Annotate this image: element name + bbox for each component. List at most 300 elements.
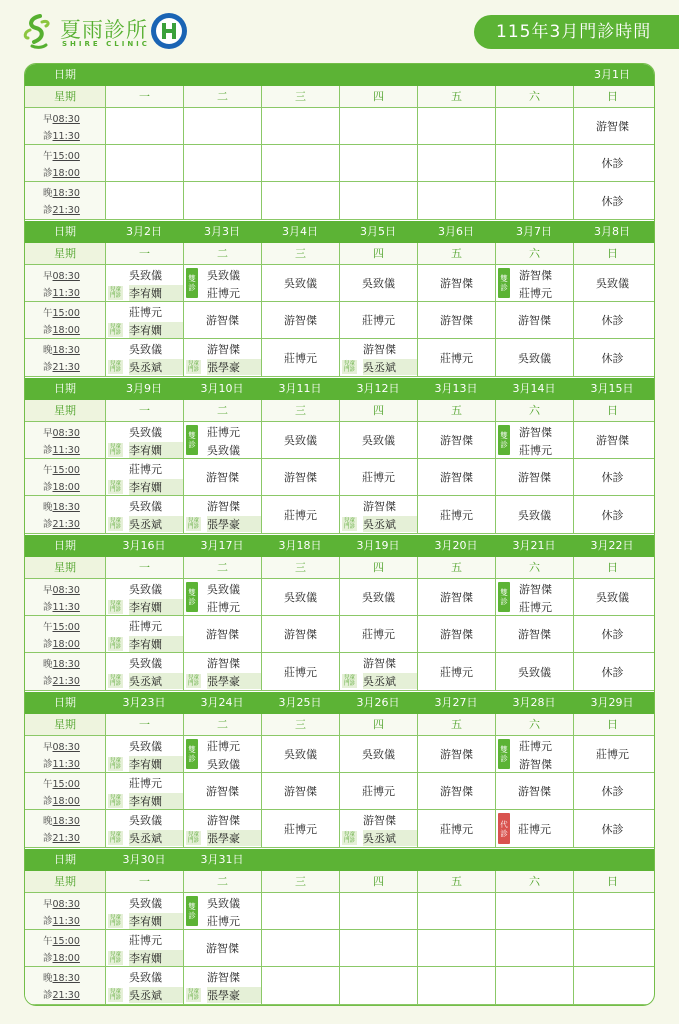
pediatric-tag: [108, 600, 123, 614]
date-row: [25, 692, 655, 714]
session-start-time: 18:30: [52, 973, 80, 984]
schedule-cell: [261, 967, 339, 1004]
date-cell: [339, 849, 417, 871]
doctor-name: 游智傑: [440, 471, 473, 484]
pediatric-tag: [108, 674, 123, 688]
weekday-cell: 五: [417, 86, 495, 107]
doctor-name: 莊博元: [519, 286, 552, 300]
tag-line: 門診: [187, 524, 199, 530]
tag-char: 雙: [500, 588, 508, 597]
doctor-pair: [519, 579, 573, 616]
schedule-cell: [183, 182, 261, 219]
doctor-pair: [129, 616, 183, 653]
date-row: [25, 378, 655, 400]
session-start-time: 15:00: [52, 465, 80, 476]
schedule-cell: [573, 773, 651, 809]
doctor-name: 李宥嫺: [129, 285, 183, 301]
weekday-cell: 二: [183, 86, 261, 107]
session-row-afternoon: [25, 616, 655, 653]
date-cell: 3月22日: [590, 539, 634, 552]
session-label-evening: [25, 182, 105, 219]
double-clinic-tag: [186, 268, 198, 298]
schedule-cell: [573, 810, 651, 847]
doctor-pair: [363, 496, 417, 534]
tag-line: 門診: [187, 681, 199, 687]
session-end-time: 11:30: [52, 444, 80, 456]
doctor-name: 莊博元: [440, 351, 473, 365]
doctor-name: [340, 145, 417, 181]
doctor-name: 休診: [601, 822, 624, 836]
schedule-cell: [339, 579, 417, 615]
header: [0, 0, 679, 64]
pediatric-tag: [108, 988, 123, 1002]
doctor-name: 吳致儀: [129, 657, 162, 670]
schedule-cell: [105, 967, 183, 1004]
session-start-time: 18:30: [52, 345, 80, 356]
schedule-cell: [261, 653, 339, 690]
doctor-pair: [129, 265, 183, 302]
tag-char: 雙: [188, 274, 196, 283]
date-cell: 3月7日: [516, 225, 552, 238]
schedule-cell: [261, 182, 339, 219]
doctor-name: [496, 182, 573, 219]
doctor-name: 吳致儀: [518, 508, 551, 522]
doctor-name: [262, 930, 339, 966]
weekday-header-label: 星期: [25, 557, 105, 578]
date-header-label: 日期: [54, 853, 76, 866]
schedule-cell: [573, 616, 651, 652]
tag-char: 雙: [188, 588, 196, 597]
weekday-cell: 四: [339, 871, 417, 892]
doctor-name: [418, 145, 495, 181]
pediatric-tag: [108, 757, 123, 771]
doctor-name: 莊博元: [440, 665, 473, 679]
tag-line: 兒童: [187, 518, 199, 524]
date-cell: 3月4日: [282, 225, 318, 238]
schedule-cell: [495, 339, 573, 376]
doctor-name: [106, 145, 183, 181]
schedule-cell: [573, 422, 651, 458]
doctor-pair: [129, 496, 183, 534]
weekday-row: [25, 871, 655, 893]
session-end-time: 11:30: [52, 915, 80, 927]
weekday-cell: 三: [261, 400, 339, 421]
doctor-pair: [207, 653, 261, 691]
doctor-pair: [363, 653, 417, 691]
tag-char: 診: [500, 828, 508, 838]
session-end: 診21:30: [43, 990, 80, 1001]
session-end-time: 21:30: [52, 833, 80, 844]
doctor-name: 吳致儀: [596, 277, 629, 290]
doctor-name: 莊博元: [207, 600, 240, 614]
session-label-afternoon: [25, 145, 105, 181]
schedule-cell: [573, 302, 651, 338]
schedule-cell: [183, 265, 261, 301]
session-end-time: 18:00: [52, 952, 80, 964]
session-label-morning: [25, 265, 105, 301]
doctor-name: 游智傑: [440, 785, 473, 798]
weekday-header-label: 星期: [25, 243, 105, 264]
tag-line: 門診: [109, 995, 121, 1001]
doctor-name: 莊博元: [519, 740, 552, 753]
doctor-name: [418, 930, 495, 966]
session-start: 早08:30: [43, 585, 80, 596]
doctor-name: 游智傑: [440, 628, 473, 641]
weekday-cell: 一: [105, 400, 183, 421]
session-start: 午15:00: [43, 465, 80, 476]
session-label-morning: [25, 579, 105, 615]
session-start: 午15:00: [43, 936, 80, 947]
tag-line: 兒童: [187, 675, 199, 681]
doctor-name: 休診: [601, 508, 624, 522]
doctor-pair: [129, 339, 183, 377]
doctor-name: 吳致儀: [362, 434, 395, 447]
doctor-name: 李宥嫺: [129, 793, 183, 809]
schedule-cell: [573, 930, 651, 966]
doctor-name: 吳致儀: [129, 426, 162, 439]
doctor-name: 吳丞斌: [129, 830, 183, 846]
schedule-cell: [105, 496, 183, 533]
weekday-cell: 五: [417, 243, 495, 264]
doctor-name: 吳丞斌: [129, 516, 183, 532]
session-end: 診11:30: [43, 130, 80, 142]
tag-line: 門診: [109, 449, 121, 456]
session-start: 午15:00: [43, 151, 80, 162]
doctor-name: 莊博元: [440, 508, 473, 522]
tag-line: 兒童: [109, 757, 121, 764]
doctor-name: 游智傑: [519, 583, 552, 596]
doctor-name: 吳致儀: [129, 583, 162, 596]
doctor-name: 休診: [601, 157, 624, 170]
tag-line: 門診: [109, 920, 121, 927]
doctor-name: 吳致儀: [129, 500, 162, 513]
schedule-cell: [417, 108, 495, 144]
doctor-name: 吳致儀: [284, 748, 317, 761]
schedule-cell: [417, 773, 495, 809]
doctor-pair: [129, 302, 183, 339]
session-row-afternoon: [25, 302, 655, 339]
double-clinic-tag: [498, 268, 510, 298]
date-row: [25, 221, 655, 243]
doctor-name: 游智傑: [519, 757, 552, 771]
weekday-cell: 日: [573, 86, 651, 107]
tag-char: 雙: [188, 902, 196, 911]
pediatric-tag: [108, 480, 123, 494]
date-cell: [339, 64, 417, 86]
doctor-pair: [129, 422, 183, 459]
weekday-cell: 日: [573, 400, 651, 421]
weekday-row: [25, 714, 655, 736]
session-start-time: 15:00: [52, 622, 80, 633]
session-start-time: 08:30: [52, 428, 80, 439]
schedule-cell: [339, 967, 417, 1004]
tag-line: 門診: [109, 643, 121, 650]
session-label-morning: [25, 893, 105, 929]
session-row-morning: [25, 736, 655, 773]
tag-char: 診: [188, 283, 196, 292]
tag-line: 兒童: [343, 518, 355, 524]
schedule-cell: [105, 145, 183, 181]
doctor-name: 吳致儀: [284, 591, 317, 604]
doctor-name: 吳致儀: [129, 269, 162, 282]
doctor-name: 游智傑: [207, 657, 240, 670]
doctor-name: 游智傑: [207, 814, 240, 827]
date-cell: 3月29日: [590, 696, 634, 709]
session-row-evening: [25, 810, 655, 848]
session-start-time: 08:30: [52, 899, 80, 910]
date-header-label: 日期: [54, 68, 76, 81]
doctor-name: 張學豪: [207, 516, 261, 532]
doctor-name: 吳丞斌: [363, 673, 417, 689]
schedule-cell: [573, 265, 651, 301]
tag-line: 兒童: [187, 989, 199, 995]
weekday-cell: 三: [261, 243, 339, 264]
session-label-evening: [25, 653, 105, 690]
tag-line: 兒童: [109, 480, 121, 487]
doctor-name: 莊博元: [129, 463, 162, 476]
session-start-time: 18:30: [52, 659, 80, 670]
doctor-pair: [363, 810, 417, 848]
schedule-cell: [339, 108, 417, 144]
session-label-afternoon: [25, 616, 105, 652]
doctor-name: 游智傑: [440, 434, 473, 447]
doctor-name: 莊博元: [207, 426, 240, 439]
doctor-name: 游智傑: [519, 426, 552, 439]
weekday-row: [25, 557, 655, 579]
doctor-name: [574, 967, 651, 1004]
weekday-cell: 一: [105, 243, 183, 264]
doctor-name: 莊博元: [284, 508, 317, 522]
pediatric-tag: [342, 831, 357, 845]
doctor-name: [106, 182, 183, 219]
doctor-pair: [207, 967, 261, 1005]
doctor-pair: [129, 967, 183, 1005]
doctor-name: 李宥嫺: [129, 913, 183, 929]
session-row-morning: [25, 579, 655, 616]
tag-line: 門診: [187, 367, 199, 373]
session-start: 早08:30: [43, 271, 80, 282]
tag-line: 兒童: [109, 323, 121, 330]
pediatric-tag: [108, 360, 123, 374]
doctor-name: 吳丞斌: [363, 516, 417, 532]
pediatric-tag: [186, 988, 201, 1002]
schedule-cell: [573, 653, 651, 690]
tag-line: 兒童: [109, 989, 121, 995]
session-end: 診21:30: [43, 205, 80, 216]
weekday-cell: 六: [495, 243, 573, 264]
doctor-name: 莊博元: [440, 822, 473, 836]
doctor-name: 游智傑: [207, 500, 240, 513]
session-row-morning: [25, 422, 655, 459]
weekday-cell: 二: [183, 557, 261, 578]
weekday-cell: 二: [183, 714, 261, 735]
weekday-cell: 五: [417, 714, 495, 735]
date-row: [25, 64, 655, 86]
schedule-cell: [573, 967, 651, 1004]
schedule-cell: [105, 736, 183, 772]
doctor-name: 游智傑: [284, 785, 317, 798]
session-end-time: 21:30: [52, 519, 80, 530]
date-cell: [183, 64, 261, 86]
tag-line: 門診: [109, 681, 121, 687]
doctor-name: 休診: [601, 194, 624, 208]
doctor-name: [340, 967, 417, 1004]
doctor-name: 莊博元: [129, 777, 162, 790]
doctor-name: 李宥嫺: [129, 636, 183, 652]
schedule-cell: [495, 930, 573, 966]
schedule-cell: [105, 265, 183, 301]
session-end: 診11:30: [43, 444, 80, 456]
tag-line: 門診: [109, 838, 121, 844]
session-end: 診18:00: [43, 167, 80, 179]
date-cell: 3月25日: [278, 696, 322, 709]
schedule-cell: [573, 893, 651, 929]
session-label-afternoon: [25, 459, 105, 495]
date-cell: 3月31日: [200, 853, 244, 866]
doctor-pair: [363, 339, 417, 377]
session-label-morning: [25, 108, 105, 144]
pediatric-tag: [108, 637, 123, 651]
doctor-name: 游智傑: [206, 314, 239, 327]
doctor-name: 吳致儀: [518, 665, 551, 679]
pediatric-tag: [186, 831, 201, 845]
doctor-name: 游智傑: [206, 785, 239, 798]
date-header-label: 日期: [54, 696, 76, 709]
tag-line: 兒童: [343, 675, 355, 681]
doctor-name: 張學豪: [207, 830, 261, 846]
session-label-afternoon: [25, 302, 105, 338]
weekday-cell: 四: [339, 400, 417, 421]
doctor-name: 游智傑: [518, 471, 551, 484]
tag-line: 門診: [109, 957, 121, 964]
doctor-pair: [207, 496, 261, 534]
schedule-cell: [105, 653, 183, 690]
doctor-pair: [129, 773, 183, 810]
doctor-name: 游智傑: [206, 942, 239, 955]
schedule-cell: [339, 339, 417, 376]
tag-line: 門診: [343, 367, 355, 373]
tag-line: 兒童: [343, 361, 355, 367]
doctor-name: [184, 145, 261, 181]
doctor-pair: [207, 265, 261, 302]
schedule-cell: [339, 810, 417, 847]
double-clinic-tag: [498, 582, 510, 612]
schedule-cell: [495, 496, 573, 533]
pediatric-tag: [108, 323, 123, 337]
date-cell: 3月12日: [356, 382, 400, 395]
doctor-name: [574, 930, 651, 966]
schedule-cell: [417, 930, 495, 966]
schedule-cell: [105, 773, 183, 809]
weekday-header-label: 星期: [25, 871, 105, 892]
session-start-time: 18:30: [52, 188, 80, 199]
session-start-time: 15:00: [52, 936, 80, 947]
doctor-pair: [519, 265, 573, 302]
weekday-cell: 六: [495, 871, 573, 892]
schedule-cell: [339, 930, 417, 966]
pediatric-tag: [108, 951, 123, 965]
doctor-pair: [129, 810, 183, 848]
doctor-name: 游智傑: [518, 628, 551, 641]
schedule-cell: [183, 893, 261, 929]
session-start: 早08:30: [43, 428, 80, 439]
doctor-name: 游智傑: [596, 434, 629, 447]
date-cell: 3月16日: [122, 539, 166, 552]
schedule-cell: [105, 422, 183, 458]
hospital-badge-icon: [150, 12, 188, 50]
session-row-afternoon: [25, 773, 655, 810]
schedule-cell: [183, 302, 261, 338]
session-start: 晚18:30: [43, 188, 80, 199]
doctor-name: 休診: [601, 314, 624, 327]
weekday-cell: 六: [495, 557, 573, 578]
weekday-cell: 日: [573, 557, 651, 578]
clinic-name-english: SHIRE CLINIC: [62, 40, 150, 48]
session-end: 診21:30: [43, 676, 80, 687]
session-label-morning: [25, 422, 105, 458]
schedule-cell: [261, 773, 339, 809]
page-title: 115年3月門診時間: [474, 15, 679, 49]
weekday-cell: 日: [573, 243, 651, 264]
tag-char: 診: [500, 283, 508, 292]
session-row-evening: [25, 967, 655, 1005]
schedule-cell: [183, 579, 261, 615]
doctor-name: 莊博元: [362, 471, 395, 484]
date-cell: [105, 64, 183, 86]
session-label-evening: [25, 496, 105, 533]
doctor-name: 游智傑: [440, 314, 473, 327]
schedule-cell: [573, 145, 651, 181]
doctor-name: 莊博元: [518, 822, 551, 836]
schedule-cell: [261, 810, 339, 847]
doctor-pair: [129, 653, 183, 691]
date-header-label: 日期: [54, 382, 76, 395]
schedule-cell: [339, 145, 417, 181]
tag-char: 診: [188, 754, 196, 763]
session-end-time: 21:30: [52, 205, 80, 216]
schedule-cell: [495, 265, 573, 301]
schedule-cell: [495, 145, 573, 181]
pediatric-tag: [108, 517, 123, 531]
doctor-pair: [207, 810, 261, 848]
doctor-pair: [129, 893, 183, 930]
tag-line: 門診: [109, 800, 121, 807]
doctor-name: 莊博元: [362, 785, 395, 798]
session-start-time: 08:30: [52, 742, 80, 753]
schedule-cell: [261, 736, 339, 772]
doctor-name: [340, 930, 417, 966]
doctor-name: [262, 108, 339, 144]
doctor-name: 吳丞斌: [129, 359, 183, 375]
date-cell: 3月26日: [356, 696, 400, 709]
schedule-cell: [495, 736, 573, 772]
doctor-pair: [207, 736, 261, 773]
weekday-header-label: 星期: [25, 714, 105, 735]
schedule-cell: [573, 496, 651, 533]
date-cell: 3月21日: [512, 539, 556, 552]
doctor-name: 游智傑: [207, 343, 240, 356]
doctor-name: 游智傑: [518, 785, 551, 798]
double-clinic-tag: [186, 896, 198, 926]
doctor-name: 莊博元: [207, 740, 240, 753]
schedule-cell: [339, 422, 417, 458]
schedule-cell: [105, 108, 183, 144]
date-cell: 3月3日: [204, 225, 240, 238]
tag-char: 診: [500, 440, 508, 449]
date-cell: 3月6日: [438, 225, 474, 238]
double-clinic-tag: [186, 425, 198, 455]
session-row-afternoon: [25, 459, 655, 496]
